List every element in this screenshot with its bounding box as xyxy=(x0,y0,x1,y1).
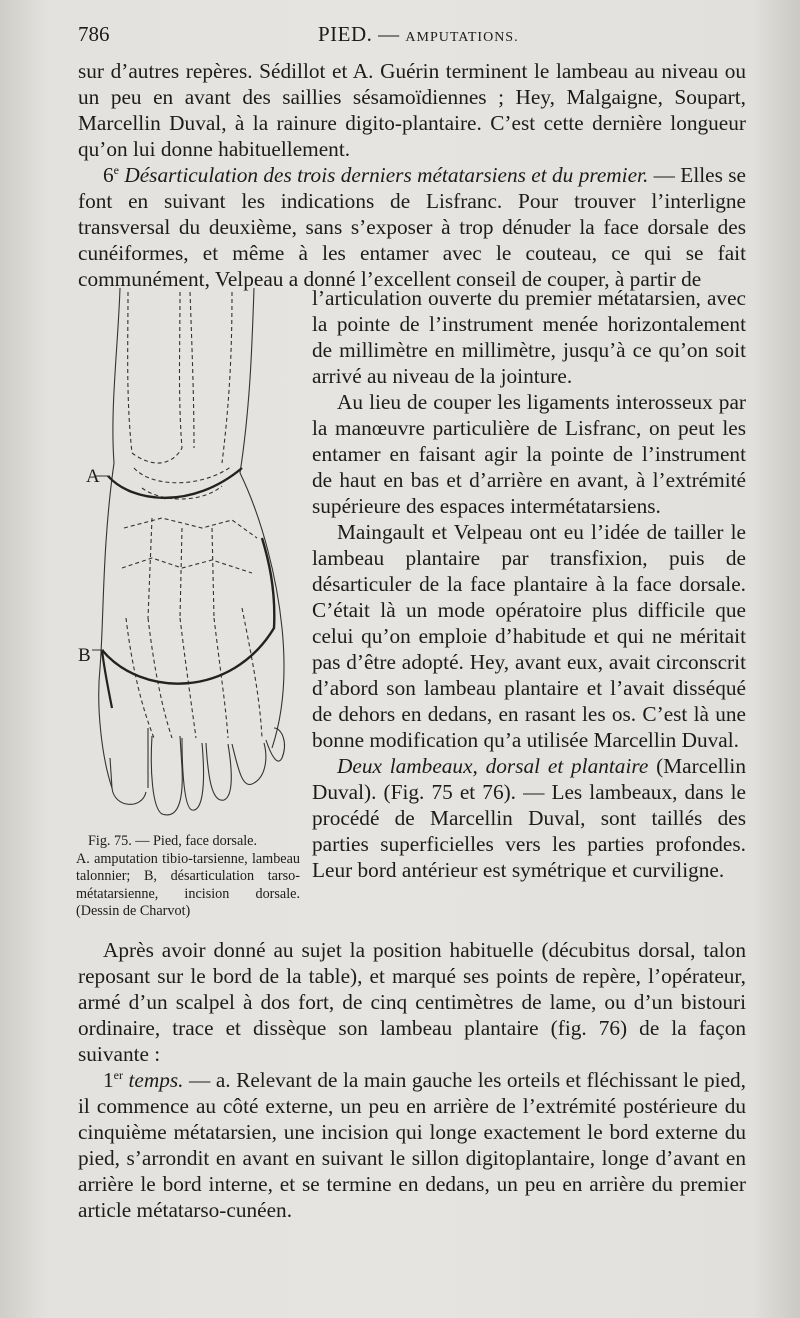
step-1-paragraph xyxy=(78,1067,746,1223)
wrap-paragraph-1: l’articulation ouverte du premier métatarsien, avec la pointe de l’instrument menée horizontalement de millimètre en millimètre, jusqu’à ce qu’on soit arrivé au niveau de la jointure. xyxy=(312,286,746,388)
figure-caption-text: A. amputation tibio-tarsienne, lambeau talonnier; B, désarticulation tarso-métatarsienne, incision dorsale. xyxy=(76,850,300,902)
paragraph-1 xyxy=(78,58,746,162)
wrap-paragraph-4-title: Deux lambeaux, dorsal et plantaire xyxy=(337,754,649,778)
lower-text xyxy=(78,937,746,1223)
running-head-main: PIED. xyxy=(318,22,373,46)
page-header xyxy=(78,22,748,52)
step-1-text: — a. Relevant de la main gauche les orteils et fléchissant le pied, il commence au côté externe, un peu en arrière de l’extrémité postérieure du cinquième métatarsien, une incision qui longe exactement le bord externe du pied, s’arrondit en avant en suivant le sillon digitoplantaire, longe d’avant en arrière le bord interne, et se termine en dedans, un peu en arrière du premier article métatarso-cunéen. xyxy=(78,1068,746,1222)
figure-label-a: A xyxy=(86,466,100,487)
paragraph-1-text: sur d’autres repères. Sédillot et A. Guérin terminent le lambeau au niveau ou un peu en avant des saillies sésamoïdiennes ; Hey, Malgaigne, Soupart, Marcellin Duval, à la rainure digito-plantaire. C’est cette dernière longueur qu’on lui donne habituellement. xyxy=(78,59,746,161)
incision-b-line xyxy=(102,538,274,684)
running-head-dash: — xyxy=(372,22,406,46)
figure-caption-credit: (Dessin de Charvot) xyxy=(76,903,191,919)
section-6-number-suffix: e xyxy=(113,162,119,177)
wrap-paragraph-2: Au lieu de couper les ligaments interosseux par la manœuvre particulière de Lisfranc, on peut les entamer en faisant agir la pointe de l’instrument de haut en bas et d’arrière en avant, à l’extrémité supérieure des espaces intermétatarsiens. xyxy=(312,390,746,518)
section-6-paragraph xyxy=(78,162,746,292)
figure-caption-body xyxy=(76,851,300,921)
running-head-sub: AMPUTATIONS. xyxy=(405,30,519,45)
figure-label-b: B xyxy=(78,645,91,666)
wrap-paragraph-3: Maingault et Velpeau ont eu l’idée de tailler le lambeau plantaire par transfixion, puis de désarticuler de la face plantaire à la face dorsale. C’était là un mode opératoire plus difficile que celui qu’on emploie d’habitude et qui ne méritait pas d’être adopté. Hey, avant eux, avait circonscrit d’abord son lambeau plantaire et l’avait disséqué de dehors en dedans, en rasant les os. C’est là une bonne modification qu’a utilisée Marcellin Duval. xyxy=(312,520,746,752)
section-6-title: Désarticulation des trois derniers métatarsiens et du premier. xyxy=(124,163,649,187)
section-6 xyxy=(78,162,746,292)
wrapped-column xyxy=(312,285,746,883)
wrap-paragraph-4-text: (Marcellin Duval). (Fig. 75 et 76). — Les lambeaux, dans le procédé de Marcellin Duval, sont taillés des parties superficielles vers les parties profondes. Leur bord antérieur est symétrique et curviligne. xyxy=(312,754,746,882)
step-1-number-suffix: er xyxy=(113,1067,123,1082)
page-number: 786 xyxy=(78,22,110,46)
figure-caption xyxy=(76,833,300,921)
wrap-paragraph-4 xyxy=(312,753,746,883)
paragraph-after: Après avoir donné au sujet la position habituelle (décubitus dorsal, talon reposant sur le bord de la table), et marqué ses points de repère, l’opérateur, armé d’un scalpel à dos fort, de cinq centimètres de lame, ou d’un bistouri ordinaire, trace et dissèque son lambeau plantaire (fig. 76) de la façon suivante : xyxy=(78,938,746,1066)
running-head xyxy=(318,22,519,47)
foot-dorsal-illustration xyxy=(82,288,302,828)
section-6-text: — Elles se font en suivant les indications de Lisfranc. Pour trouver l’interligne transversal du deuxième, sans s’exposer à trop dénuder la face dorsale des cunéiformes, et même à les entamer avec le couteau, ce qui se fait communément, Velpeau a donné l’excellent conseil de couper, à partir de xyxy=(78,163,746,291)
section-6-number: 6 xyxy=(103,163,114,187)
step-1-number: 1 xyxy=(103,1068,114,1092)
figure-caption-head: Fig. 75. — Pied, face dorsale. xyxy=(88,833,258,849)
step-1-title: temps. xyxy=(128,1068,184,1092)
